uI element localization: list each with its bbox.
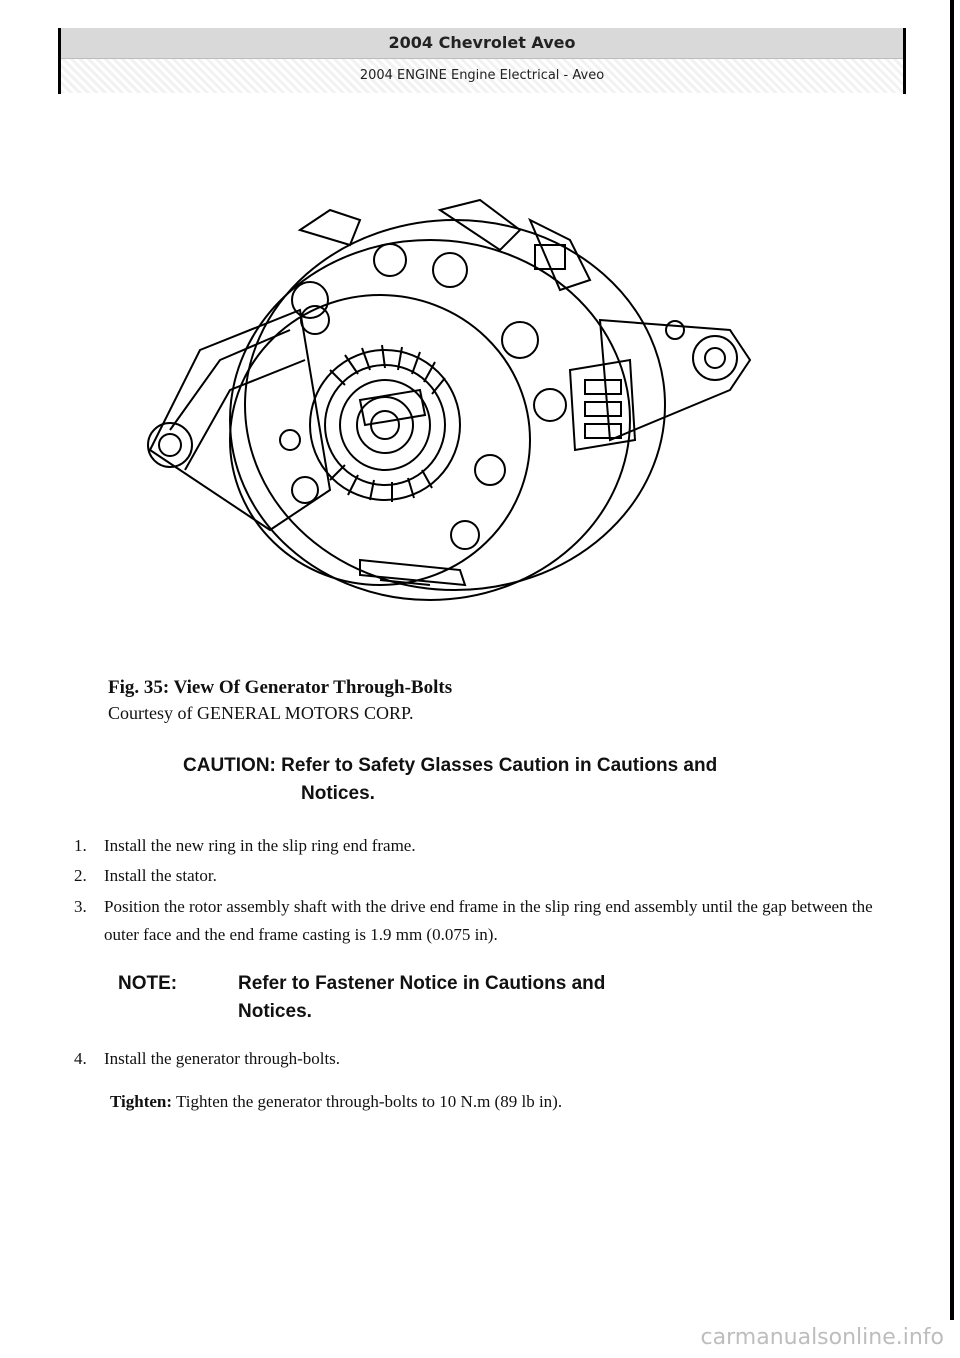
tighten-label: Tighten:: [110, 1092, 173, 1111]
figure-credit: Courtesy of GENERAL MOTORS CORP.: [108, 703, 414, 723]
note-line-1: Refer to Fastener Notice in Cautions and: [238, 973, 606, 994]
step-4: [74, 1045, 904, 1073]
watermark: carmanualsonline.info: [700, 1325, 944, 1350]
caution-notice: [183, 752, 863, 808]
header-subtitle: 2004 ENGINE Engine Electrical - Aveo: [61, 59, 903, 93]
generator-illustration: [130, 190, 760, 610]
figure-title: Fig. 35: View Of Generator Through-Bolts: [108, 677, 453, 698]
step-number: 3.: [74, 897, 87, 916]
tighten-text: Tighten the generator through-bolts to 10 N.m (89 lb in).: [176, 1092, 563, 1111]
step-2: [74, 862, 904, 890]
note-label: NOTE:: [118, 973, 178, 994]
step-text: Position the rotor assembly shaft with the drive end frame in the slip ring end assembly until the gap between the outer face and the end frame casting is 1.9 mm (0.075 in).: [104, 897, 873, 944]
header-title: 2004 Chevrolet Aveo: [61, 28, 903, 59]
page-edge-bar: [950, 0, 954, 1320]
step-1: [74, 832, 904, 860]
caution-line-2: Notices.: [301, 783, 375, 804]
step-number: 4.: [74, 1049, 87, 1068]
caution-line-1: CAUTION: Refer to Safety Glasses Caution in Cautions and: [183, 755, 718, 776]
step-text: Install the new ring in the slip ring end frame.: [104, 836, 416, 855]
document-header: [58, 28, 906, 94]
step-number: 2.: [74, 866, 87, 885]
step-text: Install the stator.: [104, 866, 217, 885]
note-notice: [118, 970, 818, 1026]
tighten-spec: [110, 1092, 562, 1112]
note-line-2: Notices.: [238, 1001, 312, 1022]
step-3: [74, 893, 904, 949]
step-number: 1.: [74, 836, 87, 855]
step-text: Install the generator through-bolts.: [104, 1049, 341, 1068]
